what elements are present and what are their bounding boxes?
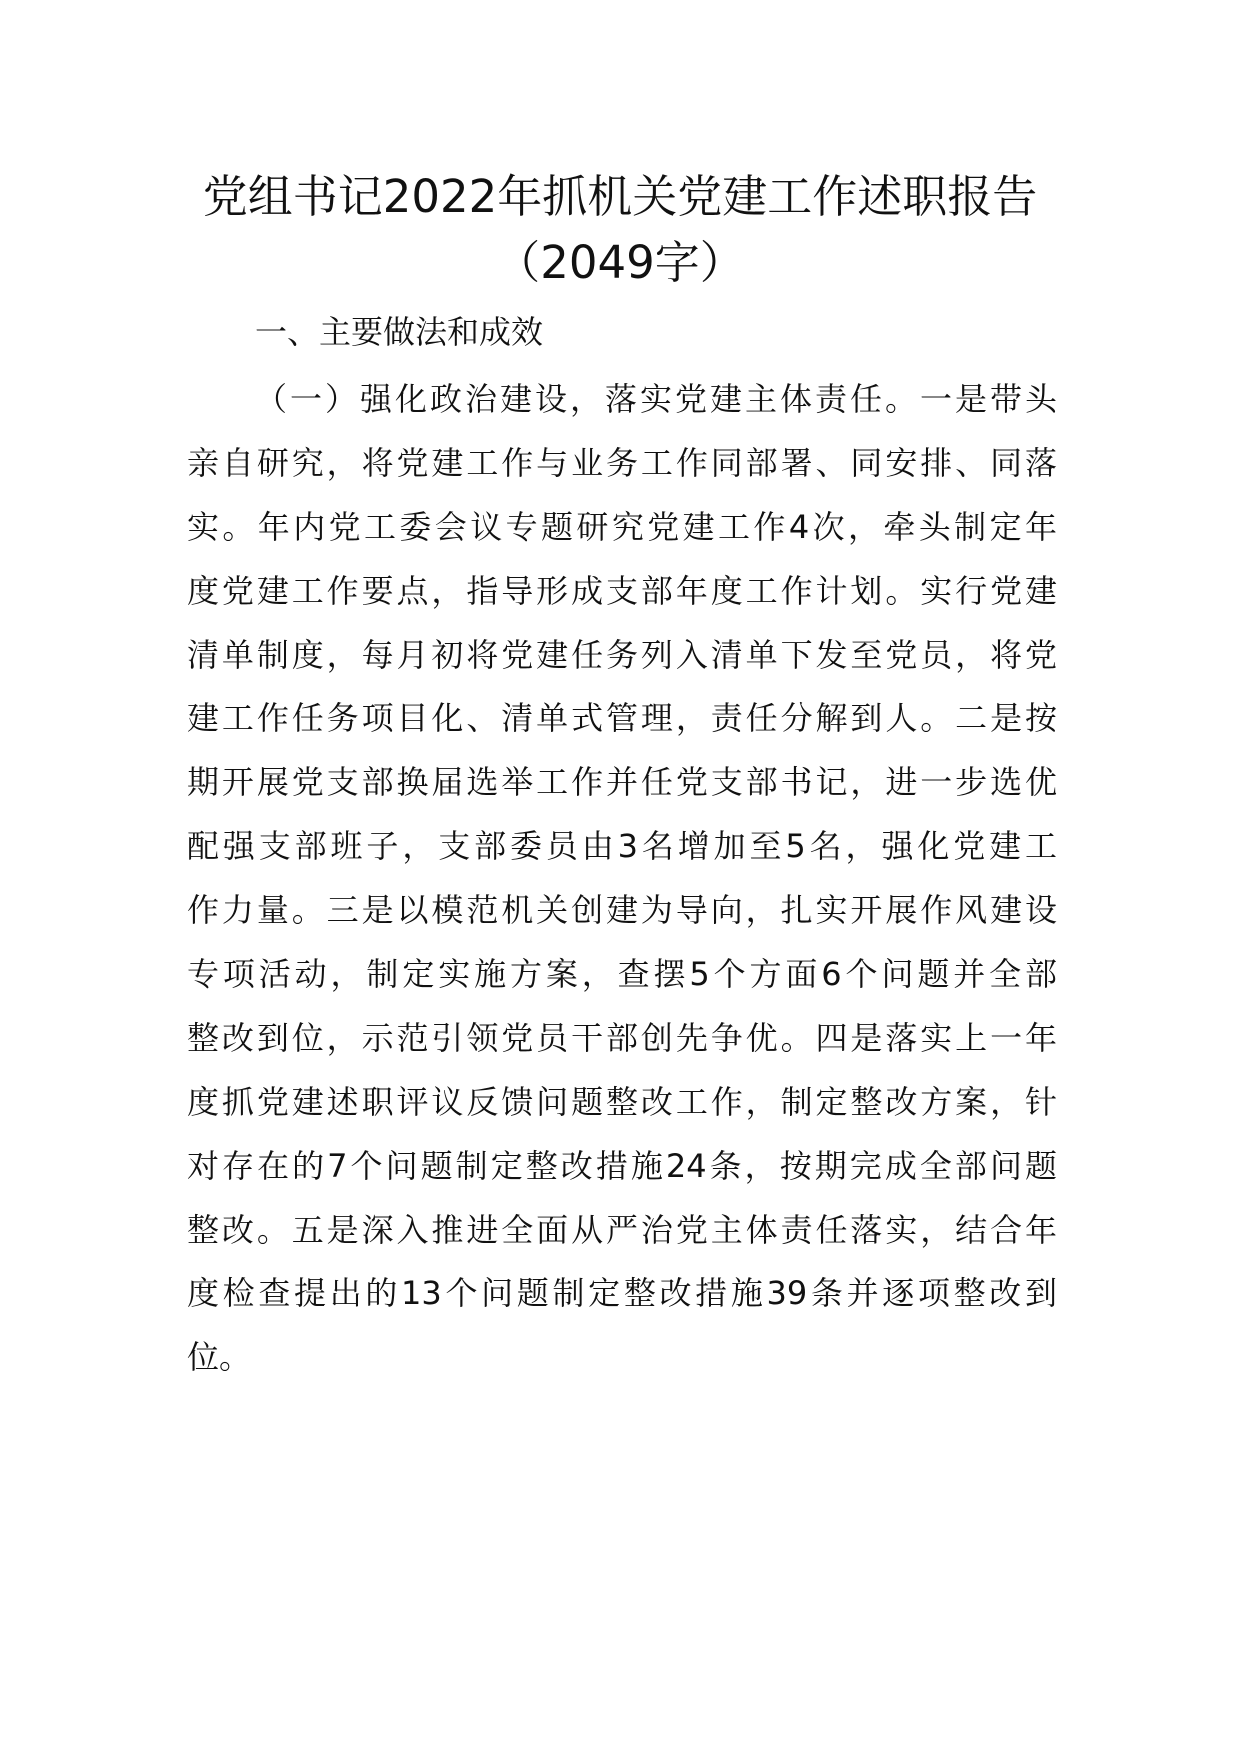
paragraph — [187, 368, 1057, 1390]
paragraph-line: 对存在的7个问题制定整改措施24条，按期完成全部问题 — [187, 1146, 1057, 1185]
section-heading: 一、主要做法和成效 — [255, 313, 544, 351]
paragraph-line: 专项活动，制定实施方案，查摆5个方面6个问题并全部 — [187, 955, 1057, 994]
paragraph-line: 配强支部班子，支部委员由3名增加至5名，强化党建工 — [187, 827, 1057, 866]
document-title-word-count: （2049字） — [495, 236, 745, 289]
paragraph-line: 期开展党支部换届选举工作并任党支部书记，进一步选优 — [187, 763, 1057, 802]
paragraph-line: 度检查提出的13个问题制定整改措施39条并逐项整改到 — [187, 1274, 1057, 1313]
paragraph-line: 清单制度，每月初将党建任务列入清单下发至党员，将党 — [187, 635, 1057, 674]
paragraph-line: 整改。五是深入推进全面从严治党主体责任落实，结合年 — [187, 1210, 1057, 1249]
paragraph-line: 建工作任务项目化、清单式管理，责任分解到人。二是按 — [187, 699, 1057, 738]
paragraph-line: 实。年内党工委会议专题研究党建工作4次，牵头制定年 — [187, 507, 1057, 546]
paragraph-line: 整改到位，示范引领党员干部创先争优。四是落实上一年 — [187, 1018, 1057, 1057]
paragraph-line: （一）强化政治建设，落实党建主体责任。一是带头 — [255, 380, 1057, 418]
paragraph-line: 位。 — [187, 1338, 252, 1377]
paragraph-line: 亲自研究，将党建工作与业务工作同部署、同安排、同落 — [187, 443, 1057, 482]
paragraph-line: 度抓党建述职评议反馈问题整改工作，制定整改方案，针 — [187, 1082, 1057, 1121]
document-title: 党组书记2022年抓机关党建工作述职报告 — [202, 170, 1038, 223]
paragraph-line: 作力量。三是以模范机关创建为导向，扎实开展作风建设 — [187, 891, 1057, 930]
paragraph-line: 度党建工作要点，指导形成支部年度工作计划。实行党建 — [187, 571, 1057, 610]
